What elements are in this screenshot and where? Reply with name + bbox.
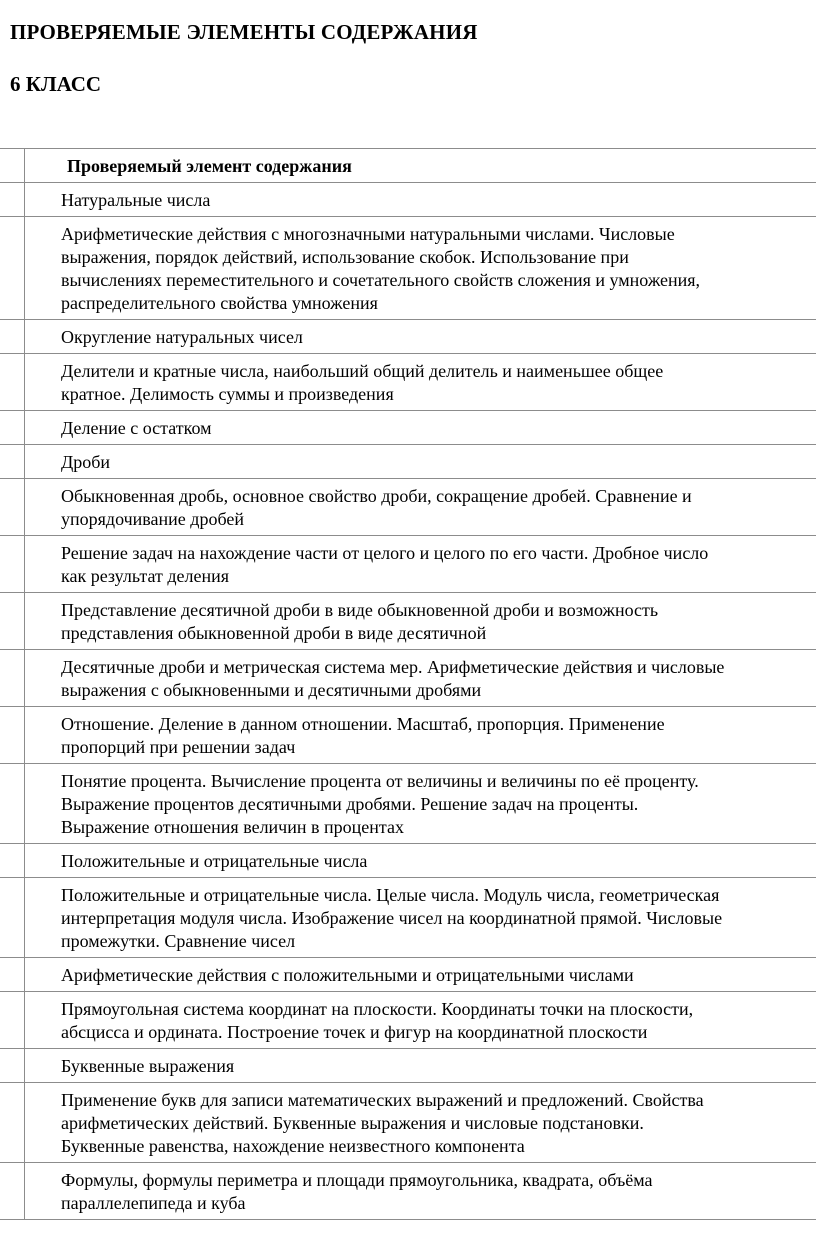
content-element-cell (25, 707, 816, 764)
row-number-cell (0, 878, 25, 958)
content-element-line: Дроби (61, 452, 111, 472)
content-element-line: как результат деления (61, 566, 230, 586)
table-row (0, 479, 816, 536)
grade-subtitle: 6 КЛАСС (10, 72, 102, 96)
content-element-cell (25, 217, 816, 320)
row-number-cell (0, 217, 25, 320)
table-row (0, 593, 816, 650)
row-number-cell (0, 479, 25, 536)
table-row (0, 958, 816, 992)
content-element-line: Решение задач на нахождение части от целого и целого по его части. Дробное число (61, 543, 709, 563)
content-element-line: Обыкновенная дробь, основное свойство дроби, сокращение дробей. Сравнение и (61, 486, 692, 506)
content-element-line: распределительного свойства умножения (61, 293, 378, 313)
content-element-line: Применение букв для записи математических выражений и предложений. Свойства (61, 1090, 704, 1110)
table-row (0, 707, 816, 764)
table-body (0, 183, 816, 1220)
content-element-cell (25, 650, 816, 707)
content-element-cell (25, 183, 816, 217)
table-row (0, 354, 816, 411)
content-element-line: Арифметические действия с многозначными натуральными числами. Числовые (61, 224, 675, 244)
table-row (0, 1163, 816, 1220)
content-element-line: выражения, порядок действий, использование скобок. Использование при (61, 247, 629, 267)
content-element-cell (25, 1083, 816, 1163)
content-element-line: Буквенные выражения (61, 1056, 235, 1076)
content-element-line: Представление десятичной дроби в виде обыкновенной дроби и возможность (61, 600, 659, 620)
content-element-line: Округление натуральных чисел (61, 327, 303, 347)
row-number-cell (0, 958, 25, 992)
table-row (0, 1083, 816, 1163)
content-element-line: Десятичные дроби и метрическая система мер. Арифметические действия и числовые (61, 657, 725, 677)
table-row (0, 1049, 816, 1083)
content-element-line: пропорций при решении задач (61, 737, 296, 757)
row-number-cell (0, 992, 25, 1049)
content-element-line: Натуральные числа (61, 190, 211, 210)
table-row (0, 536, 816, 593)
content-element-cell (25, 354, 816, 411)
row-number-cell (0, 764, 25, 844)
row-number-cell (0, 707, 25, 764)
content-element-line: арифметических действий. Буквенные выражения и числовые подстановки. (61, 1113, 644, 1133)
content-element-line: представления обыкновенной дроби в виде десятичной (61, 623, 487, 643)
content-element-cell (25, 593, 816, 650)
content-element-line: выражения с обыкновенными и десятичными дробями (61, 680, 482, 700)
content-element-cell (25, 992, 816, 1049)
content-element-line: кратное. Делимость суммы и произведения (61, 384, 394, 404)
table-row (0, 764, 816, 844)
row-number-cell (0, 183, 25, 217)
content-elements-table (0, 148, 816, 1220)
row-number-cell (0, 650, 25, 707)
content-element-line: упорядочивание дробей (61, 509, 244, 529)
table-row (0, 844, 816, 878)
content-element-line: Положительные и отрицательные числа. Целые числа. Модуль числа, геометрическая (61, 885, 720, 905)
content-element-line: Формулы, формулы периметра и площади прямоугольника, квадрата, объёма (61, 1170, 653, 1190)
row-number-cell (0, 1049, 25, 1083)
table-row (0, 650, 816, 707)
content-element-cell (25, 445, 816, 479)
content-element-cell (25, 764, 816, 844)
content-element-cell (25, 878, 816, 958)
table-row (0, 992, 816, 1049)
content-element-cell (25, 1163, 816, 1220)
row-number-cell (0, 1083, 25, 1163)
content-element-cell (25, 411, 816, 445)
content-element-line: интерпретация модуля числа. Изображение чисел на координатной прямой. Числовые (61, 908, 723, 928)
content-element-cell (25, 479, 816, 536)
content-element-line: Арифметические действия с положительными и отрицательными числами (61, 965, 634, 985)
content-element-line: Деление с остатком (61, 418, 212, 438)
document-title: ПРОВЕРЯЕМЫЕ ЭЛЕМЕНТЫ СОДЕРЖАНИЯ (10, 20, 478, 44)
content-element-line: Отношение. Деление в данном отношении. Масштаб, пропорция. Применение (61, 714, 665, 734)
content-element-line: параллелепипеда и куба (61, 1193, 246, 1213)
content-element-column-header: Проверяемый элемент содержания (25, 149, 816, 183)
content-element-line: вычислениях переместительного и сочетательного свойств сложения и умножения, (61, 270, 701, 290)
row-number-cell (0, 445, 25, 479)
content-element-cell (25, 320, 816, 354)
number-column-header (0, 149, 25, 183)
content-element-line: Понятие процента. Вычисление процента от величины и величины по её проценту. (61, 771, 699, 791)
content-element-line: Выражение отношения величин в процентах (61, 817, 404, 837)
content-element-cell (25, 536, 816, 593)
table-row (0, 445, 816, 479)
content-element-line: абсцисса и ордината. Построение точек и фигур на координатной плоскости (61, 1022, 648, 1042)
content-element-line: Прямоугольная система координат на плоскости. Координаты точки на плоскости, (61, 999, 694, 1019)
content-element-line: Положительные и отрицательные числа (61, 851, 368, 871)
table-row (0, 878, 816, 958)
table-row (0, 320, 816, 354)
content-element-cell (25, 958, 816, 992)
content-element-line: промежутки. Сравнение чисел (61, 931, 296, 951)
row-number-cell (0, 320, 25, 354)
row-number-cell (0, 411, 25, 445)
content-element-line: Делители и кратные числа, наибольший общий делитель и наименьшее общее (61, 361, 664, 381)
table-header-row (0, 149, 816, 183)
table-row (0, 217, 816, 320)
row-number-cell (0, 844, 25, 878)
row-number-cell (0, 354, 25, 411)
row-number-cell (0, 536, 25, 593)
table-row (0, 183, 816, 217)
content-element-line: Буквенные равенства, нахождение неизвестного компонента (61, 1136, 525, 1156)
content-element-line: Выражение процентов десятичными дробями. Решение задач на проценты. (61, 794, 639, 814)
table-row (0, 411, 816, 445)
row-number-cell (0, 1163, 25, 1220)
content-element-cell (25, 844, 816, 878)
row-number-cell (0, 593, 25, 650)
content-element-cell (25, 1049, 816, 1083)
